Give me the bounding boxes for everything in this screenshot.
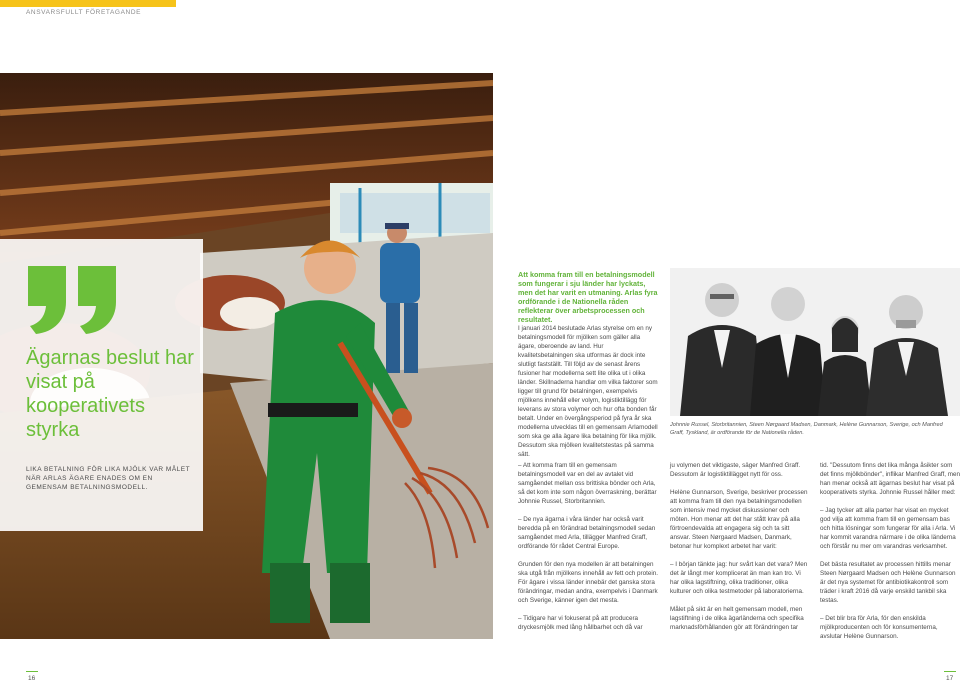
group-photo [670,268,960,416]
article-intro: I januari 2014 beslutade Arlas styrelse om en ny betalningsmodell för mjölken som gäller alla ägare, oberoende av land. Hur kvalitetsbetalningen ska utformas är dock inte slutligt fastställt. Till följd av de senast årens fusioner har modellerna sett lite olika ut i olika länder. Skillnaderna handlar om vilka faktorer som ligger till grund för betalningen, exempelvis mjölkens innehåll eller volym, logistiktillägg för leverans av stora volymer och hur ofta bonden får betalt. Under en övergångsperiod på fyra år ska modellerna utvecklas till en gemensam Arlamodell som ska ge alla ägare lika betalning för lika mjölk. Dessutom ska mjölken kvalitetstestas på samma sätt. [518,325,658,458]
paragraph: Det bästa resultatet av processen hittills menar Steen Nørgaard Madsen och Helène Gunnarson är det nya systemet för antibiotikakontroll som träder i kraft 2016 då varje enskild tankbil ska testas. [820,561,956,604]
page-number-right: 17 [946,675,954,682]
pull-quote-subtitle: LIKA BETALNING FÖR LIKA MJÖLK VAR MÅLET NÄR ARLAS ÄGARE ENADES OM EN GEMENSAM BETALNINGSMODELL. [26,466,190,491]
article-column-3 [820,461,960,650]
article-lead: Att komma fram till en betalningsmodell som fungerar i sju länder har lyckats, men det har varit en utmaning. Arlas fyra ordförande i de Nationella råden reflekterar över arbetsprocessen och resultatet. [518,270,658,324]
paragraph: – I början tänkte jag: hur svårt kan det vara? Men det är långt mer komplicerat än man kan tro. Vi har olika lagstiftning, olika traditioner, olika kulturer och olika testmetoder på laboratorierna. [670,561,808,595]
paragraph: – Att komma fram till en gemensam betalningsmodell var en del av avtalet vid samgåendet mellan oss brittiska bönder och Arla, så det kom inte som någon överraskning, berättar Johnnie Russel, Storbritannien. [518,462,657,505]
page-number-left: 16 [28,675,36,682]
header-accent-bar [0,0,176,7]
quotation-mark-icon [24,262,124,339]
paragraph: – Det blir bra för Arla, för den enskilda mjölkproducenten och för konsumenterna, avslutar Helène Gunnarson. [820,615,938,640]
paragraph: Målet på sikt är en helt gemensam modell, men lagstiftning i de olika ägarländerna och specifika marknadsförhållanden gör att förändringen tar [670,606,804,631]
page-number-rule-right [944,671,956,672]
section-label: ANSVARSFULLT FÖRETAGANDE [26,9,142,16]
article-column-2 [670,461,810,641]
page-number-rule-left [26,671,38,672]
paragraph: Grunden för den nya modellen är att betalningen ska utgå från mjölkens innehåll av fett och protein. För ägare i vissa länder innebär det ganska stora förändringar, medan andra, exempelvis i Danmark och Sverige, känner igen det mesta. [518,561,659,604]
paragraph: – Jag tycker att alla parter har visat en mycket god vilja att komma fram till en gemensam bas och hitta lösningar som fungerar för alla i Arla. Vi har kommit varandra närmare i de olika länderna och förstår nu mer om varandras verksamhet. [820,507,956,550]
paragraph: tid. "Dessutom finns det lika många åsikter som det finns mjölkbönder", inflikar Manfred Graff, men han menar också att ägarnas beslut har visat på kooperativets styrka. Johnnie Russel håller med: [820,462,960,496]
paragraph: ju volymen det viktigaste, säger Manfred Graff. Dessutom är logistiktillägget nytt för oss. [670,462,801,478]
paragraph: – Tidigare har vi fokuserat på att producera dryckesmjölk med lång hållbarhet och då var [518,615,643,631]
article-column-1 [518,461,658,641]
paragraph: Helène Gunnarson, Sverige, beskriver processen att komma fram till den nya betalningsmodellen som intensiv med mycket diskussioner och möten. Hon menar att det har stått krav på alla förtroendevalda att engagera sig och ta sitt ansvar. Steen Nørgaard Madsen, Danmark, betonar hur komplext arbetet har varit: [670,489,808,550]
group-photo-caption: Johnnie Russel, Storbritannien, Steen Nørgaard Madsen, Danmark, Helène Gunnarson, Sverige, och Manfred Graff, Tyskland, är ordförande för de Nationella råden. [670,422,943,436]
pull-quote-text: Ägarnas beslut har visat på kooperativets styrka [26,347,194,441]
paragraph: – De nya ägarna i våra länder har också varit beredda på en förändrad betalningsmodell sedan samgåendet med Arla, tillägger Manfred Graff, ordförande för rådet Central Europe. [518,516,656,550]
